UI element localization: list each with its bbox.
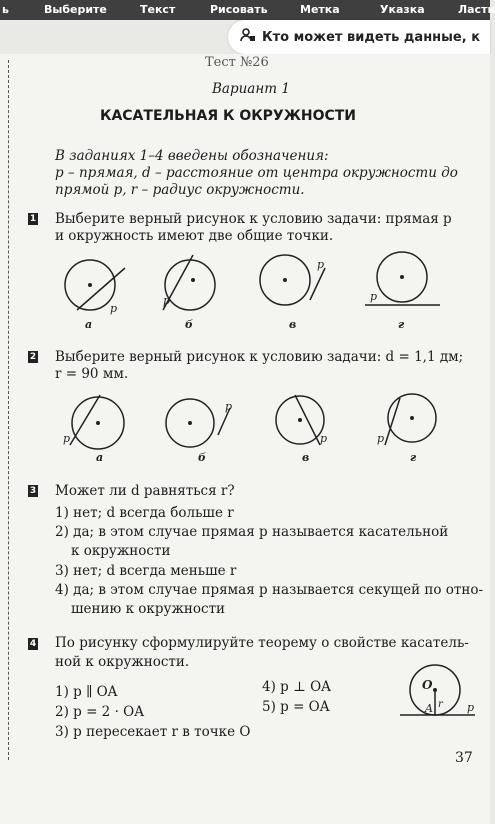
q4-a-label: A <box>425 702 433 715</box>
question-3-number: 3 <box>29 486 37 496</box>
q1-figure-d[interactable] <box>365 252 440 305</box>
toolbar-item-mark[interactable]: Метка <box>300 3 340 16</box>
q2-caption-d: г <box>410 451 417 464</box>
q1-c-p-label: p <box>317 258 325 271</box>
q4-option-3[interactable]: 3) p пересекает r в точке O <box>55 724 251 740</box>
toolbar-item-cut[interactable]: ь <box>2 3 9 16</box>
person-lock-icon <box>240 27 256 47</box>
q4-option-1[interactable]: 1) p ∥ OA <box>55 684 118 700</box>
intro-line-1: В заданиях 1–4 введены обозначения: <box>55 148 329 164</box>
q4-r-label: r <box>438 699 443 710</box>
q4-option-5[interactable]: 5) p = OA <box>262 699 330 715</box>
q4-line-1: По рисунку сформулируйте теорему о свойстве касатель- <box>55 635 469 651</box>
q1-line-2: и окружность имеют две общие точки. <box>55 228 334 244</box>
page-title: КАСАТЕЛЬНАЯ К ОКРУЖНОСТИ <box>100 108 357 124</box>
question-2-number: 2 <box>29 352 37 362</box>
q3-question: Может ли d равняться r? <box>55 483 235 499</box>
toolbar-item-select[interactable]: Выберите <box>44 3 107 16</box>
variant-label: Вариант 1 <box>212 81 290 97</box>
q2-figure-a[interactable] <box>63 395 124 449</box>
toolbar-item-eraser[interactable]: Ласти <box>458 3 495 16</box>
q1-a-p-label: p <box>110 302 118 315</box>
q2-caption-c: в <box>302 451 310 464</box>
q3-option-2[interactable]: 2) да; в этом случае прямая p называется касательной <box>55 524 449 540</box>
q2-line-2: r = 90 мм. <box>55 366 129 382</box>
q2-b-p-label: p <box>225 400 233 413</box>
q1-caption-d: г <box>398 318 405 331</box>
q3-option-3[interactable]: 3) нет; d всегда меньше r <box>55 563 237 579</box>
toolbar-item-pointer[interactable]: Указка <box>380 3 425 16</box>
q1-line-1: Выберите верный рисунок к условию задачи: прямая p <box>55 211 452 227</box>
q4-line-2: ной к окружности. <box>55 654 190 670</box>
q4-p-label: p <box>467 701 475 714</box>
q3-option-1[interactable]: 1) нет; d всегда больше r <box>55 505 234 521</box>
q1-figure-c[interactable] <box>260 255 325 305</box>
question-4-number: 4 <box>29 639 37 649</box>
q3-option-4-cont: шению к окружности <box>71 601 226 617</box>
question-1-number: 1 <box>29 214 37 224</box>
q1-figure-b[interactable] <box>163 255 215 310</box>
q4-figure <box>395 665 485 725</box>
top-toolbar <box>0 0 495 20</box>
visibility-banner[interactable] <box>228 20 490 54</box>
toolbar-item-draw[interactable]: Рисовать <box>210 3 268 16</box>
intro-line-3: прямой p, r – радиус окружности. <box>55 182 305 198</box>
q1-caption-a: а <box>85 318 93 331</box>
banner-text: Кто может видеть данные, к <box>262 29 481 45</box>
page-number: 37 <box>455 750 473 766</box>
q1-figure-a[interactable] <box>65 260 125 315</box>
q4-option-4[interactable]: 4) p ⊥ OA <box>262 679 331 695</box>
q1-figures <box>55 250 445 320</box>
q2-d-p-label: p <box>377 432 385 445</box>
q2-c-p-label: p <box>320 432 328 445</box>
q1-b-p-label: p <box>163 294 171 307</box>
q3-option-2-cont: к окружности <box>71 543 171 559</box>
q4-option-2[interactable]: 2) p = 2 · OA <box>55 704 144 720</box>
q2-caption-a: а <box>96 451 104 464</box>
q3-option-4[interactable]: 4) да; в этом случае прямая p называется секущей по отно- <box>55 582 484 598</box>
margin-dashed-line <box>8 60 9 760</box>
q2-figure-b[interactable] <box>166 399 232 447</box>
q1-caption-c: в <box>289 318 297 331</box>
q2-figures <box>55 390 445 455</box>
q2-figure-c[interactable] <box>276 395 327 445</box>
test-header: Тест №26 <box>205 55 269 70</box>
q1-caption-b: б <box>185 318 193 331</box>
toolbar-item-text[interactable]: Текст <box>140 3 176 16</box>
q2-line-1: Выберите верный рисунок к условию задачи: d = 1,1 дм; <box>55 349 464 365</box>
q4-o-label: O <box>422 678 433 692</box>
q2-figure-d[interactable] <box>377 394 436 445</box>
q2-a-p-label: p <box>63 432 71 445</box>
q1-d-p-label: p <box>370 290 378 303</box>
intro-line-2: p – прямая, d – расстояние от центра окружности до <box>55 165 458 181</box>
q2-caption-b: б <box>198 451 206 464</box>
